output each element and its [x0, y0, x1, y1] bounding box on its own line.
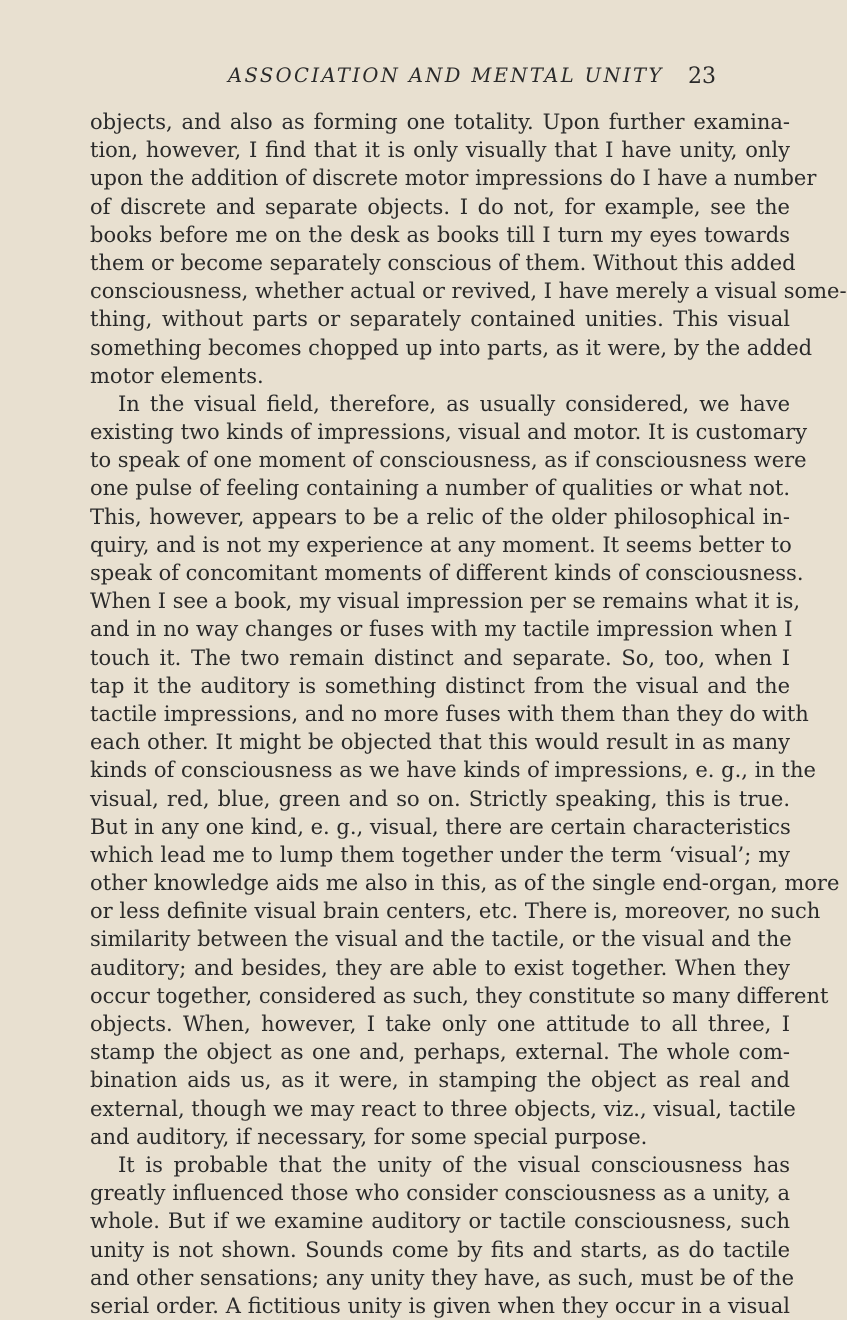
text-line: motor elements.	[90, 363, 264, 388]
text-line: objects. When, however, I take only one attitude to all three, I	[90, 1012, 790, 1036]
page-number: 23	[688, 64, 716, 89]
text-line: greatly influenced those who consider consciousness as a unity, a	[90, 1181, 790, 1206]
text-line: other knowledge aids me also in this, as of the single end-organ, more	[90, 871, 840, 896]
text-line: and in no way changes or fuses with my tactile impression when I	[90, 617, 793, 642]
paragraph-first-line: It is probable that the unity of the visual consciousness has	[118, 1152, 790, 1177]
page-header	[0, 64, 800, 94]
text-line: of discrete and separate objects. I do not, for example, see the	[90, 194, 790, 219]
text-line: them or become separately conscious of them. Without this added	[90, 250, 796, 275]
text-line: upon the addition of discrete motor impressions do I have a number	[90, 166, 817, 191]
text-line: auditory; and besides, they are able to exist together. When they	[90, 955, 790, 980]
text-line: and other sensations; any unity they have, as such, must be of the	[90, 1265, 795, 1290]
text-line: one pulse of feeling containing a number of qualities or what not.	[90, 476, 790, 501]
text-line: thing, without parts or separately contained unities. This visual	[90, 307, 790, 332]
text-line: to speak of one moment of consciousness, as if consciousness were	[90, 448, 807, 473]
text-line: consciousness, whether actual or revived, I have merely a visual some-	[90, 279, 847, 304]
text-line: existing two kinds of impressions, visual and motor. It is customary	[90, 420, 808, 445]
paragraph-first-line: In the visual field, therefore, as usually considered, we have	[118, 391, 790, 416]
running-head: ASSOCIATION AND MENTAL UNITY	[228, 64, 664, 87]
text-line: objects, and also as forming one totality. Upon further examina-	[90, 110, 790, 134]
text-line: stamp the object as one and, perhaps, external. The whole com-	[90, 1040, 790, 1065]
text-line: and auditory, if necessary, for some special purpose.	[90, 1124, 648, 1149]
body-text	[90, 108, 847, 1320]
text-line: tion, however, I find that it is only visually that I have unity, only	[90, 138, 790, 163]
text-line: occur together, considered as such, they constitute so many different	[90, 983, 829, 1008]
text-line: touch it. The two remain distinct and separate. So, too, when I	[90, 645, 790, 670]
text-line: This, however, appears to be a relic of the older philosophical in-	[90, 504, 790, 529]
text-line: visual, red, blue, green and so on. Strictly speaking, this is true.	[90, 786, 790, 811]
text-line: whole. But if we examine auditory or tactile consciousness, such	[90, 1209, 790, 1234]
text-line: When I see a book, my visual impression per se remains what it is,	[90, 589, 801, 614]
text-line: kinds of consciousness as we have kinds of impressions, e. g., in the	[90, 758, 816, 783]
text-line: each other. It might be objected that this would result in as many	[90, 730, 790, 755]
text-line: something becomes chopped up into parts, as it were, by the added	[90, 335, 813, 360]
text-line: unity is not shown. Sounds come by fits and starts, as do tactile	[90, 1237, 790, 1262]
text-line: tactile impressions, and no more fuses with them than they do with	[90, 701, 809, 726]
text-line: which lead me to lump them together under the term ‘visual’; my	[90, 842, 790, 867]
text-line: or less definite visual brain centers, etc. There is, moreover, no such	[90, 899, 821, 924]
text-line: tap it the auditory is something distinct from the visual and the	[90, 673, 790, 698]
text-line: speak of concomitant moments of different kinds of consciousness.	[90, 561, 804, 585]
text-line: books before me on the desk as books till I turn my eyes towards	[90, 222, 790, 247]
text-line: bination aids us, as it were, in stamping the object as real and	[90, 1068, 790, 1093]
text-line: similarity between the visual and the tactile, or the visual and the	[90, 927, 792, 952]
text-line: But in any one kind, e. g., visual, there are certain characteristics	[90, 814, 791, 839]
text-line: external, though we may react to three objects, viz., visual, tactile	[90, 1096, 796, 1121]
text-line: quiry, and is not my experience at any moment. It seems better to	[90, 532, 792, 557]
text-line: serial order. A fictitious unity is given when they occur in a visual	[90, 1293, 790, 1318]
